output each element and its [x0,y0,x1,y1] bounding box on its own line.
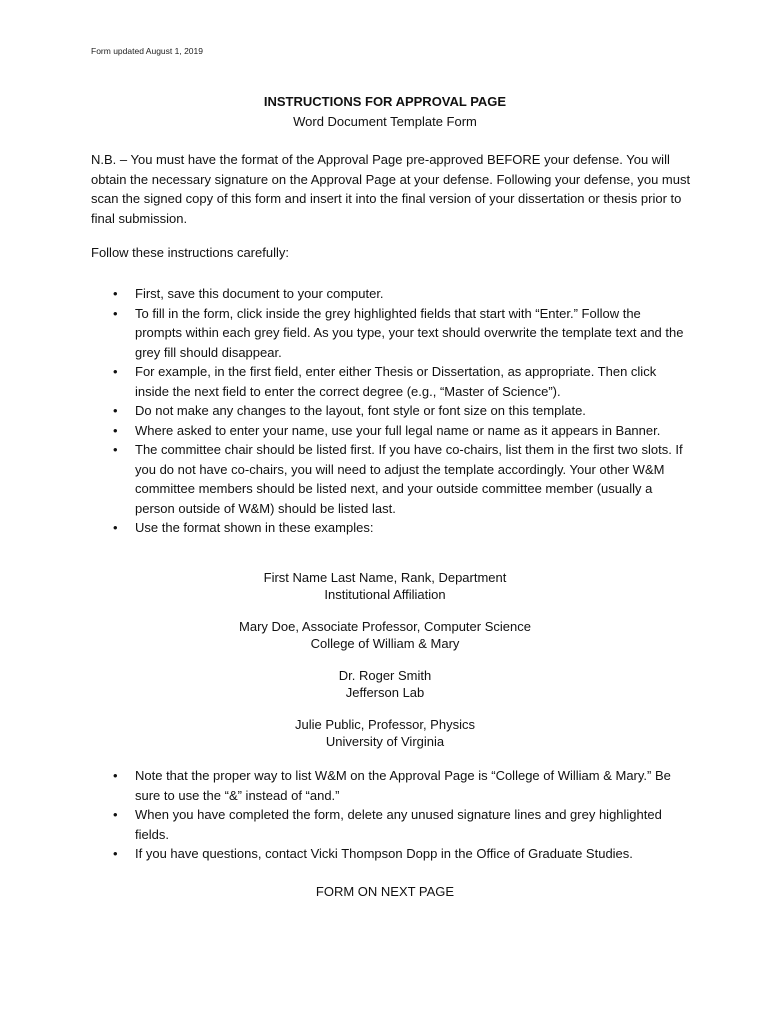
list-item: • Where asked to enter your name, use your full legal name or name as it appears in Banner. [91,421,691,441]
example-affiliation-line: University of Virginia [325,733,445,749]
list-item: • When you have completed the form, delete any unused signature lines and grey highlighted fields. [113,807,662,842]
bullet-icon: • [113,422,118,438]
list-item: • Use the format shown in these examples: [91,518,691,538]
example-entry [0,717,770,750]
nb-paragraph: N.B. – You must have the format of the Approval Page pre-approved BEFORE your defense. You will obtain the necessary signature on the Approval Page at your defense. Following your defense, you must scan the signed copy of this form and insert it into the final version of your dissertation or thesis prior to final submission. [91,152,691,226]
bullet-icon: • [113,768,118,783]
example-entry [0,668,770,701]
example-name-line: Julie Public, Professor, Physics [295,717,475,732]
bullet-icon: • [113,846,118,861]
list-item: • To fill in the form, click inside the grey highlighted fields that start with “Enter.” Follow the prompts within each grey field. As you type, your text should overwrite the template text and the grey fill should disappear. [113,305,684,360]
form-updated-date: Form updated August 1, 2019 [91,46,203,56]
form-on-next-page-note: FORM ON NEXT PAGE [315,884,455,899]
bullet-icon: • [113,286,118,301]
list-item: • Do not make any changes to the layout, font style or font size on this template. [91,401,691,421]
example-entry [0,619,770,652]
instruction-list-1 [91,284,691,538]
example-name-line: First Name Last Name, Rank, Department [263,570,507,585]
bullet-icon: • [113,364,118,379]
page-subtitle: Word Document Template Form [293,114,477,129]
follow-instructions-text: Follow these instructions carefully: [91,245,289,260]
example-name-line: Mary Doe, Associate Professor, Computer Science [239,619,531,634]
example-entry [0,570,770,603]
example-name-line: Dr. Roger Smith [338,668,432,683]
list-item: • Note that the proper way to list W&M on the Approval Page is “College of William & Mary.” Be sure to use the “&” instead of “and.” [113,768,671,803]
example-affiliation-line: College of William & Mary [310,635,460,651]
bullet-icon: • [113,520,118,535]
bullet-icon: • [113,403,118,418]
page-title: INSTRUCTIONS FOR APPROVAL PAGE [263,94,507,109]
bullet-icon: • [113,442,118,457]
list-item: • First, save this document to your computer. [91,284,691,304]
list-item: • For example, in the first field, enter either Thesis or Dissertation, as appropriate. Then click inside the next field to enter the correct degree (e.g., “Master of Science”). [113,364,657,399]
bullet-icon: • [113,807,118,822]
bullet-icon: • [113,305,118,321]
list-item: • The committee chair should be listed first. If you have co-chairs, list them in the first two slots. If you do not have co-chairs, you will need to adjust the template accordingly. Your other W&M committee members should be listed next, and your outside committee member (usually a person outside of W&M) should be listed last. [113,442,683,516]
example-affiliation-line: Jefferson Lab [345,684,425,700]
example-affiliation-line: Institutional Affiliation [324,586,446,602]
format-examples [0,570,770,766]
instruction-list-2 [91,766,691,864]
list-item: • If you have questions, contact Vicki Thompson Dopp in the Office of Graduate Studies. [91,844,691,864]
